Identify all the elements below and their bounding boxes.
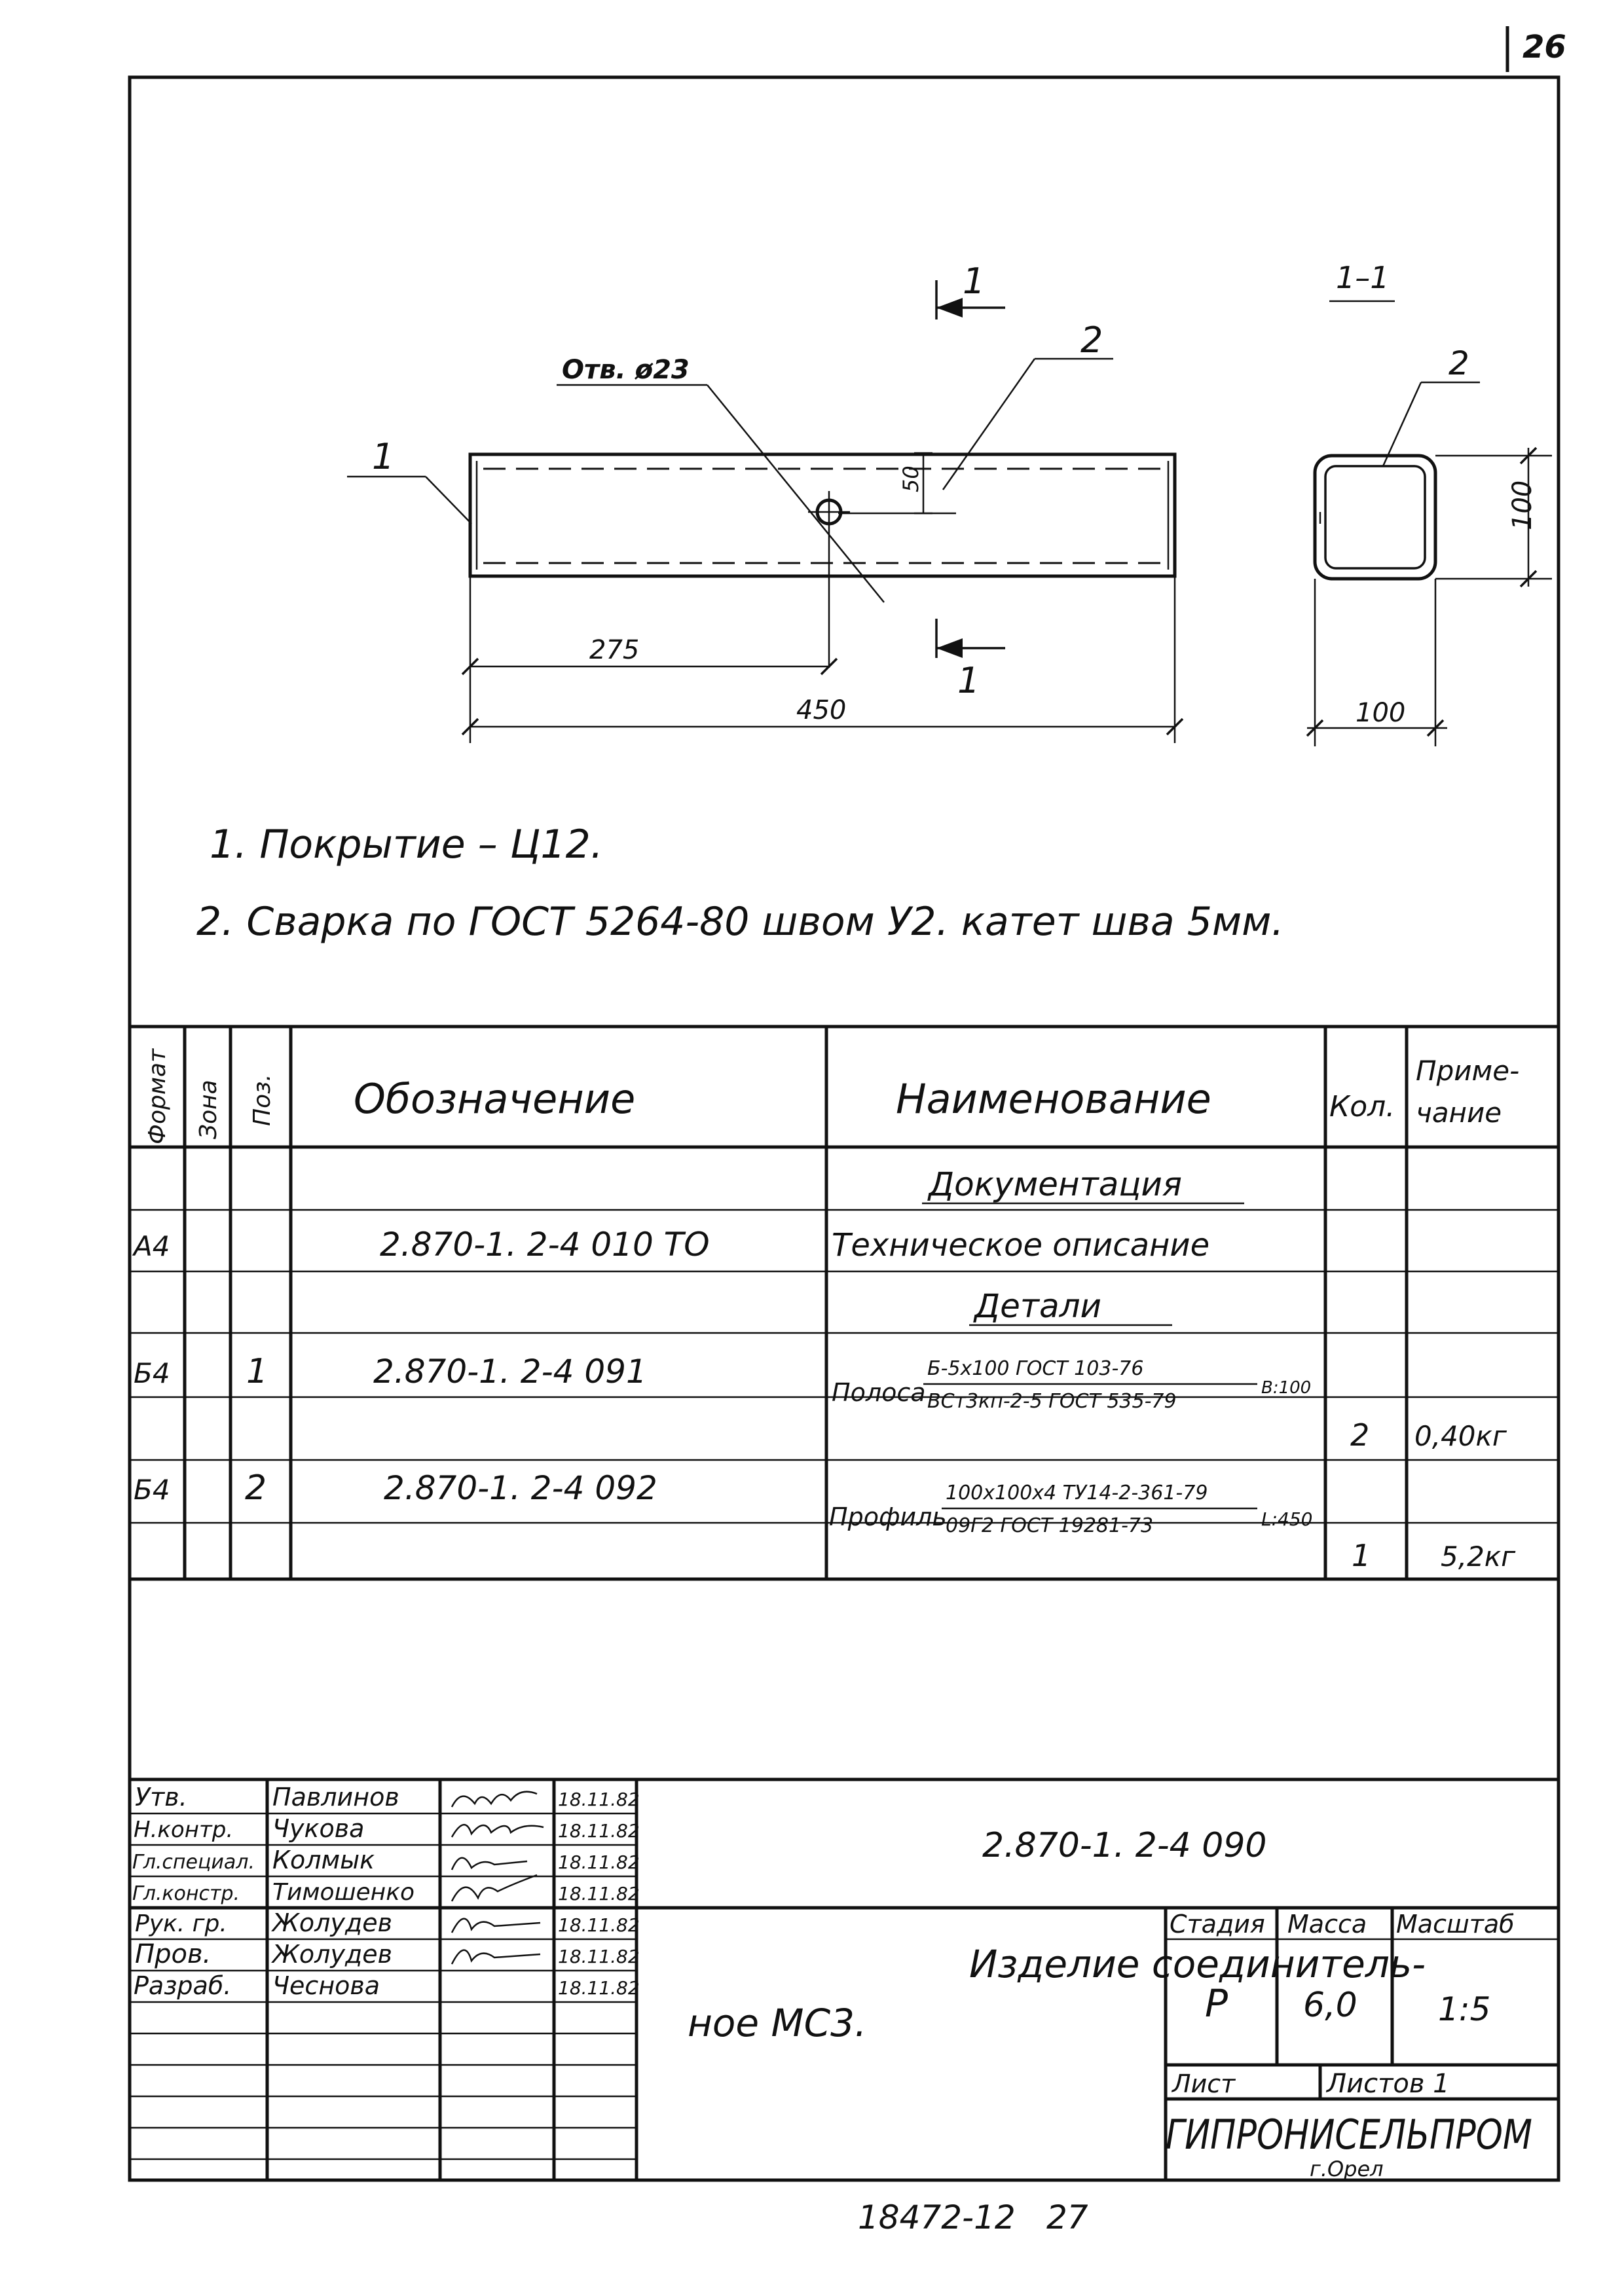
row1-name: Техническое описание	[832, 1227, 1210, 1264]
sig-date-4: 18.11.82	[558, 1883, 640, 1904]
pos1-leader	[426, 477, 471, 524]
sig-role-3: Гл.специал.	[132, 1851, 255, 1874]
sig-date-3: 18.11.82	[558, 1851, 640, 1873]
note-1: 1. Покрытие – Ц12.	[210, 822, 603, 867]
hole-label: Отв. ø23	[562, 355, 690, 385]
row3-note: 5,2кг	[1441, 1540, 1516, 1573]
header-designation: Обозначение	[354, 1075, 636, 1123]
row3-qty: 1	[1352, 1538, 1371, 1573]
sig-name-7: Чеснова	[272, 1971, 380, 2000]
front-view	[347, 261, 1183, 743]
tb-sheet-label: Лист	[1172, 2069, 1236, 2098]
sig-name-5: Жолудев	[272, 1908, 393, 1937]
tube-section-outer	[1315, 456, 1435, 579]
sig-date-7: 18.11.82	[558, 1977, 640, 1999]
pos2-leader	[943, 359, 1035, 490]
section-documentation: Документация	[929, 1165, 1182, 1203]
row3-designation: 2.870-1. 2-4 092	[384, 1469, 657, 1507]
sig-role-7: Разраб.	[134, 1971, 232, 2000]
dim-w-value: 100	[1356, 698, 1406, 728]
pos2-label: 2	[1080, 319, 1103, 361]
title-block	[130, 1779, 1559, 2181]
hole-leader	[707, 385, 884, 602]
row3-name-suffix: L:450	[1261, 1508, 1313, 1530]
pos1-label: 1	[372, 436, 395, 477]
pos2-section-leader	[1383, 382, 1421, 466]
header-qty: Кол.	[1329, 1090, 1395, 1123]
sig-date-5: 18.11.82	[558, 1914, 640, 1936]
signature-mark	[452, 1792, 537, 1807]
sig-role-6: Пров.	[135, 1939, 212, 1969]
sig-date-2: 18.11.82	[558, 1820, 640, 1842]
header-note-2: чание	[1416, 1097, 1502, 1129]
header-note-1: Приме-	[1416, 1055, 1520, 1087]
tb-title-line1: Изделие соединитель-	[969, 1942, 1426, 1986]
pos2-section-label: 2	[1449, 344, 1469, 382]
section-details: Детали	[974, 1287, 1102, 1325]
tube-outline	[470, 454, 1175, 576]
row1-format: А4	[134, 1230, 170, 1262]
row2-format: Б4	[134, 1357, 170, 1389]
sig-role-1: Утв.	[135, 1783, 187, 1812]
signature-mark	[452, 1919, 540, 1933]
section-number-top: 1	[963, 261, 986, 302]
row2-designation: 2.870-1. 2-4 091	[373, 1353, 647, 1391]
sig-role-4: Гл.констр.	[132, 1882, 240, 1905]
header-zone: Зона	[195, 1080, 222, 1139]
dim-h-value: 100	[1507, 480, 1538, 530]
tube-section-inner	[1325, 466, 1425, 568]
dim450-value: 450	[796, 695, 847, 725]
signature-mark	[452, 1950, 540, 1964]
row2-name-prefix: Полоса	[832, 1378, 926, 1407]
signature-marks	[452, 1792, 544, 1964]
row3-format: Б4	[134, 1474, 170, 1506]
row3-name-bottom: 09Г2 ГОСТ 19281-73	[946, 1514, 1154, 1537]
row3-pos: 2	[245, 1468, 267, 1508]
tb-scale-value: 1:5	[1438, 1990, 1491, 2028]
row3-name-prefix: Профиль	[829, 1503, 947, 1531]
sig-role-2: Н.контр.	[134, 1817, 234, 1843]
row2-name-top: Б-5х100 ГОСТ 103-76	[927, 1357, 1144, 1380]
section-view	[1307, 260, 1552, 746]
sig-name-1: Павлинов	[272, 1783, 399, 1812]
row2-name-bottom: ВСт3кп-2-5 ГОСТ 535-79	[927, 1390, 1177, 1413]
footer-page: 27	[1046, 2198, 1088, 2236]
sig-date-6: 18.11.82	[558, 1946, 640, 1967]
signature-mark	[452, 1858, 527, 1870]
tb-scale-label: Масштаб	[1396, 1910, 1515, 1939]
sig-date-1: 18.11.82	[558, 1789, 640, 1810]
sig-role-5: Рук. гр.	[135, 1910, 227, 1937]
spec-table	[130, 1027, 1559, 1579]
tb-mass-value: 6,0	[1303, 1986, 1357, 2025]
sig-name-2: Чукова	[272, 1814, 365, 1843]
section-arrowhead-bottom	[936, 638, 963, 658]
row2-name-suffix: В:100	[1261, 1378, 1312, 1398]
page-number: 26	[1522, 29, 1566, 65]
tb-doc-code: 2.870-1. 2-4 090	[982, 1826, 1267, 1865]
row2-pos: 1	[246, 1352, 268, 1391]
tb-stage-value: Р	[1205, 1981, 1228, 2026]
signature-mark	[452, 1875, 537, 1901]
tb-sheets-label: Листов 1	[1327, 2069, 1450, 2099]
tb-stage-label: Стадия	[1170, 1910, 1265, 1939]
dim275-value: 275	[589, 635, 640, 665]
tb-organization: ГИПРОНИСЕЛЬПРОМ	[1166, 2111, 1532, 2159]
note-2: 2. Сварка по ГОСТ 5264-80 швом У2. катет шва 5мм.	[196, 899, 1284, 945]
signature-mark	[452, 1825, 544, 1837]
header-name: Наименование	[896, 1075, 1211, 1123]
section-arrowhead-top	[936, 298, 963, 318]
tb-mass-label: Масса	[1287, 1910, 1367, 1939]
row2-note: 0,40кг	[1414, 1420, 1507, 1452]
row2-qty: 2	[1350, 1417, 1370, 1453]
section-title: 1–1	[1336, 260, 1390, 295]
tb-city: г.Орел	[1310, 2157, 1384, 2181]
row3-name-top: 100х100х4 ТУ14-2-361-79	[946, 1482, 1208, 1504]
tb-title-line2: ное МС3.	[688, 2001, 867, 2045]
footer-archive: 18472-12	[858, 2198, 1016, 2236]
dim50-value: 50	[898, 465, 923, 492]
sig-name-3: Колмык	[272, 1846, 375, 1874]
sig-name-6: Жолудев	[272, 1940, 393, 1969]
section-number-bottom: 1	[957, 660, 980, 701]
header-pos: Поз.	[249, 1074, 276, 1126]
header-format: Формат	[144, 1048, 171, 1144]
sig-name-4: Тимошенко	[272, 1879, 415, 1906]
row1-designation: 2.870-1. 2-4 010 ТО	[380, 1226, 710, 1264]
